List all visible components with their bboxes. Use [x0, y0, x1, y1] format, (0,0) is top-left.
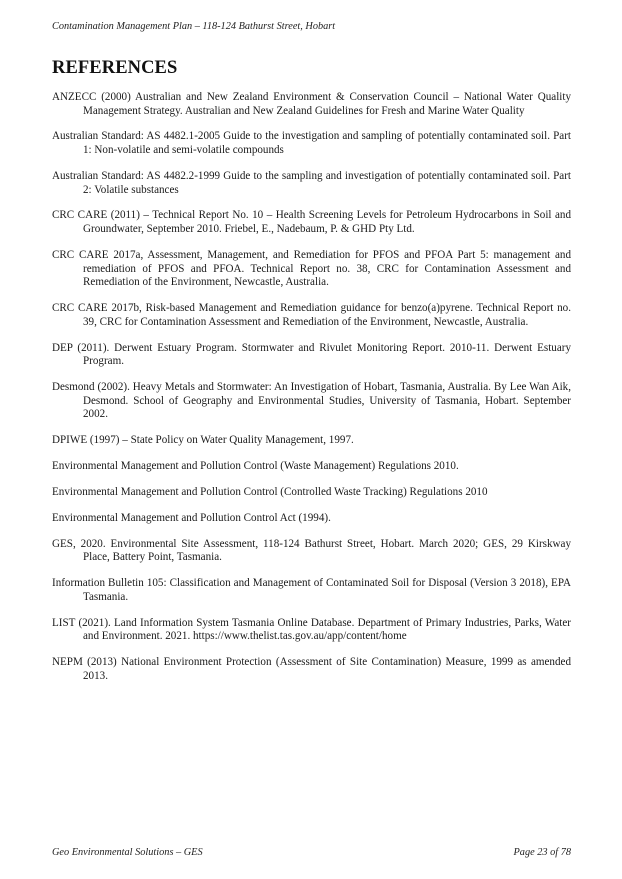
page-header: Contamination Management Plan – 118-124 Bathurst Street, Hobart	[52, 21, 336, 32]
section-title: REFERENCES	[52, 58, 178, 78]
reference-item: Environmental Management and Pollution Control Act (1994).	[52, 511, 331, 524]
reference-list	[52, 91, 571, 696]
reference-item: NEPM (2013) National Environment Protection (Assessment of Site Contamination) Measure, 1999 as amended 2013.	[52, 656, 571, 682]
reference-item: Australian Standard: AS 4482.2-1999 Guide to the sampling and investigation of potentially contaminated soil. Part 2: Volatile substances	[52, 169, 571, 196]
reference-item: Environmental Management and Pollution Control (Controlled Waste Tracking) Regulations 2010	[52, 485, 488, 498]
reference-item: ANZECC (2000) Australian and New Zealand Environment & Conservation Council – National Water Quality Management Strategy. Australian and New Zealand Guidelines for Fresh and Marine Water Quality	[52, 91, 571, 117]
reference-item: DEP (2011). Derwent Estuary Program. Stormwater and Rivulet Monitoring Report. 2010-11. Derwent Estuary Program.	[52, 341, 571, 368]
reference-item: Information Bulletin 105: Classification and Management of Contaminated Soil for Disposal (Version 3 2018), EPA Tasmania.	[52, 577, 571, 603]
reference-item: Environmental Management and Pollution Control (Waste Management) Regulations 2010.	[52, 459, 459, 472]
page-number: Page 23 of 78	[513, 847, 571, 858]
reference-item: GES, 2020. Environmental Site Assessment, 118-124 Bathurst Street, Hobart. March 2020; GES, 29 Kirskway Place, Battery Point, Tasmania.	[52, 537, 571, 564]
reference-item: Australian Standard: AS 4482.1-2005 Guide to the investigation and sampling of potentially contaminated soil. Part 1: Non-volatile and semi-volatile compounds	[52, 130, 571, 157]
reference-item: CRC CARE 2017b, Risk-based Management and Remediation guidance for benzo(a)pyrene. Technical Report no. 39, CRC for Contamination Assessment and Remediation of the Environment, Newcastle, Australia.	[52, 302, 571, 328]
page-footer	[52, 847, 571, 858]
reference-item: CRC CARE 2017a, Assessment, Management, and Remediation for PFOS and PFOA Part 5: management and remediation of PFOS and PFOA. Technical Report no. 38, CRC for Contamination Assessment and Remediation of the Environment, Newcastle, Australia.	[52, 248, 571, 289]
reference-item: LIST (2021). Land Information System Tasmania Online Database. Department of Primary Industries, Parks, Water and Environment. 2021. https://www.thelist.tas.gov.au/app/content/home	[52, 616, 571, 643]
reference-item: Desmond (2002). Heavy Metals and Stormwater: An Investigation of Hobart, Tasmania, Australia. By Lee Wan Aik, Desmond. School of Geography and Environmental Studies, University of Tasmania, Hobart. September 2002.	[52, 380, 571, 421]
footer-company: Geo Environmental Solutions – GES	[52, 847, 203, 858]
reference-item: DPIWE (1997) – State Policy on Water Quality Management, 1997.	[52, 434, 354, 447]
reference-item: CRC CARE (2011) – Technical Report No. 10 – Health Screening Levels for Petroleum Hydrocarbons in Soil and Groundwater, September 2010. Friebel, E., Nadebaum, P. & GHD Pty Ltd.	[52, 209, 571, 236]
